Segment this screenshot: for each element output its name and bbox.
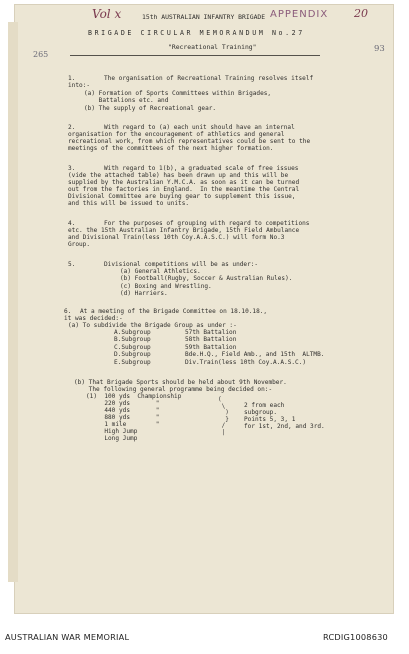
grouping-brace: ( \ ) } / |: [218, 396, 229, 436]
para-1-line: The organisation of Recreational Training resolves itself: [104, 75, 314, 82]
para-3-line: and this will be issued to units.: [68, 200, 190, 207]
event-line: (1) 100 yds Championship: [86, 393, 182, 400]
para-3-line: (vide the attached table) has been drawn up and this will be: [68, 172, 289, 179]
para-4-line: and Divisional Train(less 10th Coy.A.A.S.C.) will form No.3: [68, 234, 285, 241]
event-line: High Jump: [86, 428, 138, 435]
folio-number-left: 265: [33, 50, 49, 59]
event-line: 1 mile ": [86, 421, 160, 428]
event-line: 880 yds ": [86, 414, 160, 421]
subgroup-name: A.Subgroup: [114, 329, 151, 336]
event-line: 220 yds ": [86, 400, 160, 407]
heading-rule: [70, 55, 320, 56]
subgroup-name: D.Subgroup: [114, 351, 151, 358]
para-2-number: 2.: [68, 124, 76, 131]
para-5-line: (a) General Athletics.: [120, 268, 201, 275]
scoring-note: Points 5, 3, 1: [244, 416, 296, 423]
subgroup-unit: 58th Battalion: [185, 336, 237, 343]
footer-institution: AUSTRALIAN WAR MEMORIAL: [5, 632, 130, 642]
para-4-line: For the purposes of grouping with regard to competitions: [104, 220, 310, 227]
para-6a-title: (a) To subdivide the Brigade Group as under :-: [68, 322, 237, 329]
para-2-line: meetings of the committees of the next higher formation.: [68, 145, 274, 152]
para-5-line: (d) Harriers.: [120, 290, 168, 297]
appendix-number: 20: [354, 7, 368, 20]
subgroup-name: B.Subgroup: [114, 336, 151, 343]
event-line: Long Jump: [86, 435, 138, 442]
para-5-line: (c) Boxing and Wrestling.: [120, 283, 212, 290]
para-1-number: 1.: [68, 75, 76, 82]
folio-number-right: 93: [374, 44, 385, 54]
appendix-stamp: APPENDIX: [270, 9, 329, 20]
para-1-line: (a) Formation of Sports Committees within Brigades,: [84, 90, 272, 97]
para-2-line: recreational work, from which representatives could be sent to the: [68, 138, 311, 145]
subgroup-unit: Bde.H.Q., Field Amb., and 15th ALTMB.: [185, 351, 325, 358]
para-2-line: organisation for the encouragement of athletics and general: [68, 131, 285, 138]
para-4-line: Group.: [68, 241, 91, 248]
unit-heading: 15th AUSTRALIAN INFANTRY BRIGADE: [142, 13, 266, 21]
para-6b-line: The following general programme being decided on:-: [74, 386, 273, 393]
para-1-line: into:-: [68, 82, 91, 89]
memorandum-title: BRIGADE CIRCULAR MEMORANDUM No.27: [88, 29, 305, 37]
para-3-line: With regard to 1(b), a graduated scale of free issues: [104, 165, 299, 172]
handwritten-volume-note: Vol x: [92, 7, 122, 21]
memorandum-subject: "Recreational Training": [168, 43, 257, 51]
para-4-line: etc. the 15th Australian Infantry Brigade, 15th Field Ambulance: [68, 227, 300, 234]
para-6-line: it was decided:-: [64, 315, 123, 322]
para-2-line: With regard to (a) each unit should have an internal: [104, 124, 295, 131]
para-3-number: 3.: [68, 165, 76, 172]
para-6-number: 6.: [64, 308, 72, 315]
para-5-number: 5.: [68, 261, 76, 268]
para-6b-line: (b) That Brigade Sports should be held about 9th November.: [74, 379, 287, 386]
para-5-line: (b) Football(Rugby, Soccer & Australian Rules).: [120, 275, 293, 282]
para-1-line: (b) The supply of Recreational gear.: [84, 105, 217, 112]
subgroup-unit: 59th Battalion: [185, 344, 237, 351]
scoring-note: subgroup.: [244, 409, 278, 416]
event-line: 440 yds ": [86, 407, 160, 414]
para-5-line: Divisional competitions will be as under:-: [104, 261, 259, 268]
subgroup-name: E.Subgroup: [114, 359, 151, 366]
subgroup-unit: Div.Train(less 10th Coy.A.A.S.C.): [185, 359, 307, 366]
para-1-line: Battalions etc. and: [84, 97, 169, 104]
para-6-line: At a meeting of the Brigade Committee on 18.10.18.,: [80, 308, 268, 315]
para-3-line: Divisional Committee are buying gear to supplement this issue,: [68, 193, 296, 200]
scoring-note: 2 from each: [244, 402, 285, 409]
subgroup-unit: 57th Battalion: [185, 329, 237, 336]
footer-record-id: RCDIG1008630: [323, 632, 388, 642]
scoring-note: for 1st, 2nd, and 3rd.: [244, 423, 325, 430]
para-3-line: out from the factories in England. In the meantime the Central: [68, 186, 300, 193]
subgroup-name: C.Subgroup: [114, 344, 151, 351]
para-4-number: 4.: [68, 220, 76, 227]
para-3-line: supplied by the Australian Y.M.C.A. as soon as it can be turned: [68, 179, 300, 186]
